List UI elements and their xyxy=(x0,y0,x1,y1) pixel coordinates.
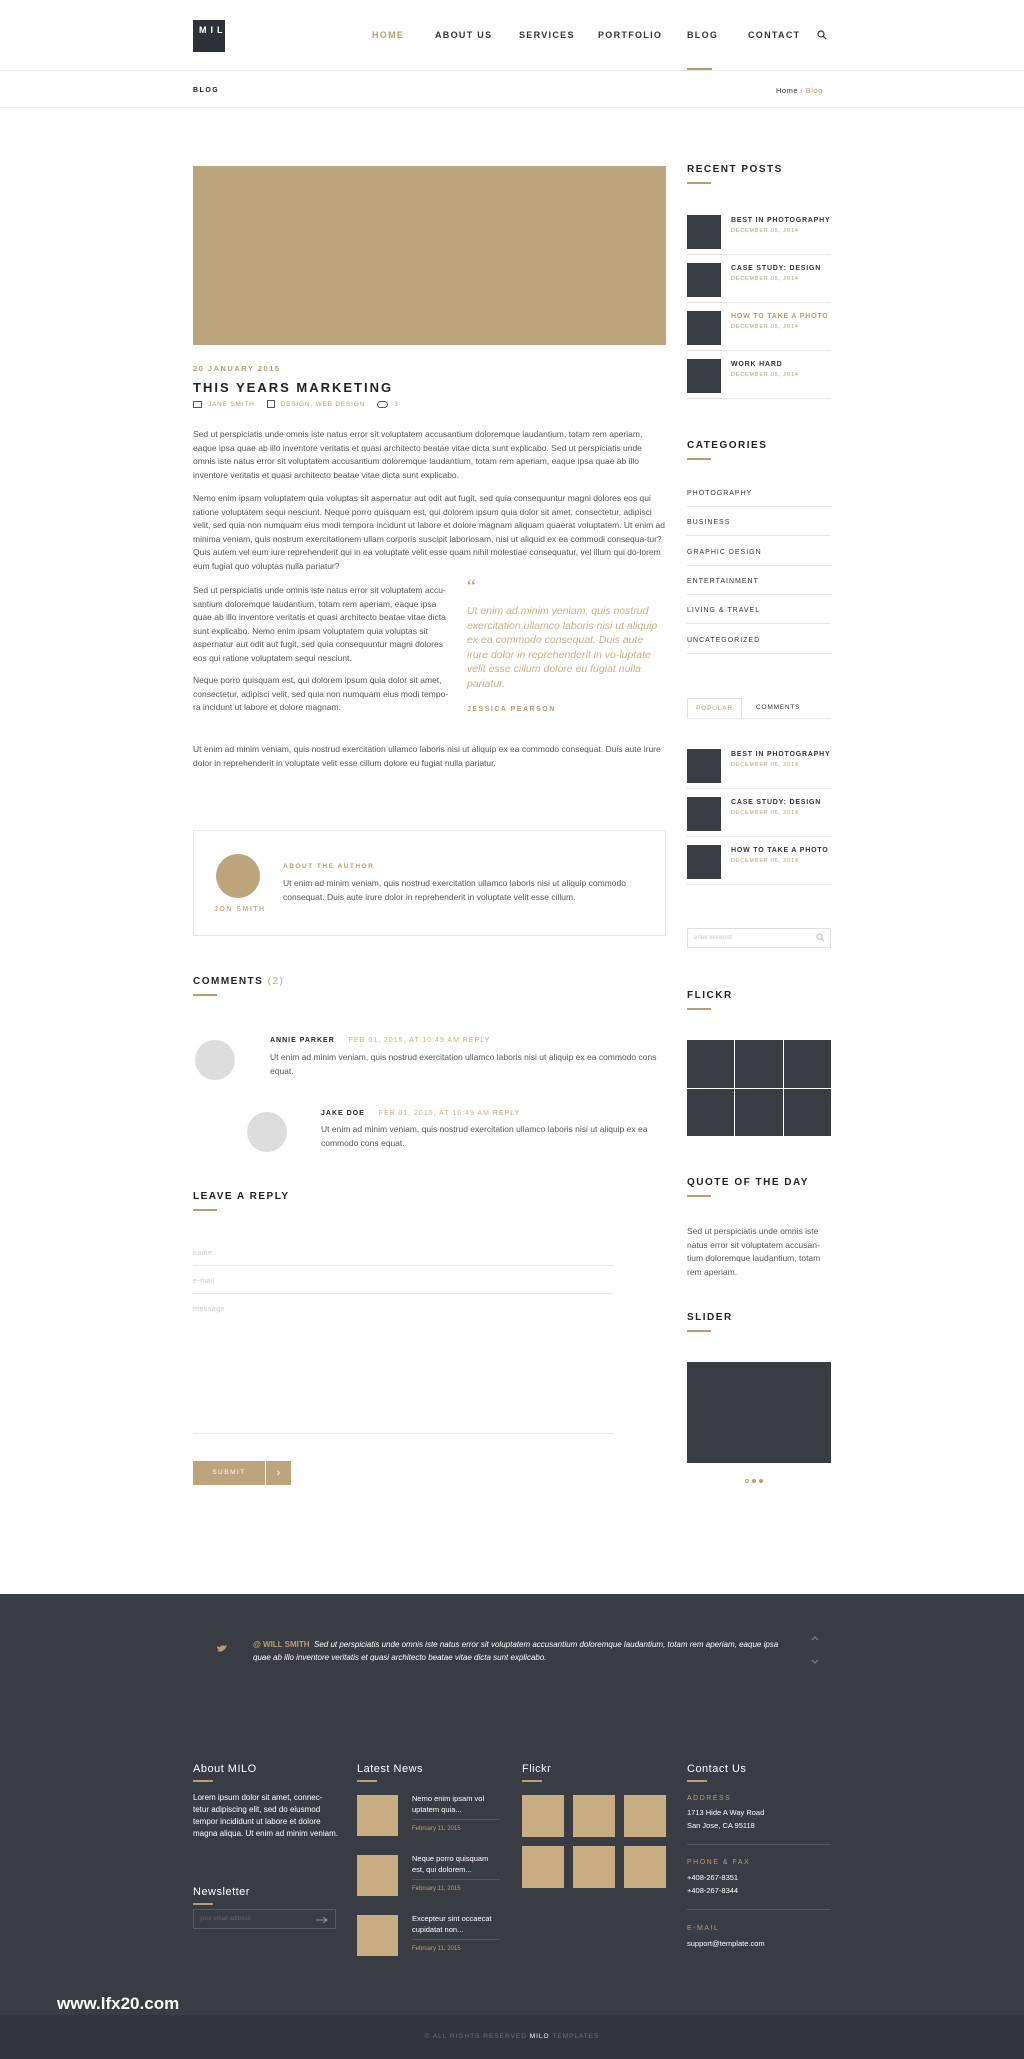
author-icon xyxy=(193,401,202,408)
flickr-photo[interactable] xyxy=(784,1040,831,1088)
footer-flickr-heading: Flickr xyxy=(522,1763,552,1775)
reply-link[interactable]: REPLY xyxy=(492,1110,521,1117)
fax-number: +408-267-8344 xyxy=(687,1886,739,1895)
slider-dots xyxy=(745,1479,763,1483)
author-bio: Ut enim ad minim veniam, quis nostrud exercitation ullamco laboris nisi ut aliquip commodo consequat. Duis aute irure dolor in reprehenderit in voluptate velit esse cillum. xyxy=(283,878,626,902)
flickr-photo[interactable] xyxy=(573,1846,615,1888)
flickr-photo[interactable] xyxy=(687,1040,734,1088)
news-thumb[interactable] xyxy=(357,1855,398,1896)
footer-about-text: Lorem ipsum dolor sit amet, connec-tetur adipiscing elit, sed do eiusmod tempor incididunt ut labore et dolore magna aliqua. Ut enim ad minim veniam. xyxy=(193,1793,338,1838)
author-box xyxy=(193,830,666,936)
message-field[interactable]: message xyxy=(193,1306,613,1434)
comments-heading: COMMENTS (2) xyxy=(193,976,285,987)
post-meta xyxy=(193,400,399,408)
post-title[interactable]: THIS YEARS MARKETING xyxy=(193,380,394,395)
submit-button[interactable] xyxy=(193,1461,291,1485)
tab-comments[interactable]: COMMENTS xyxy=(756,704,801,711)
category-link[interactable]: BUSINESS xyxy=(687,519,731,526)
arrow-right-icon: › xyxy=(265,1461,291,1485)
recent-posts-heading: RECENT POSTS xyxy=(687,164,783,175)
tweet-nav-arrows xyxy=(811,1636,819,1666)
email-label: E-MAIL xyxy=(687,1925,720,1932)
recent-post-thumb[interactable] xyxy=(687,263,721,297)
newsletter-input[interactable]: your email address xyxy=(193,1909,336,1929)
flickr-photo[interactable] xyxy=(735,1089,782,1137)
comment-author: JAKE DOE xyxy=(321,1110,365,1117)
flickr-photo[interactable] xyxy=(784,1089,831,1137)
post-categories[interactable]: DESIGN, WEB DESIGN xyxy=(280,400,366,408)
post-featured-image xyxy=(193,166,666,345)
email-address[interactable]: support@template.com xyxy=(687,1939,765,1948)
comment-meta xyxy=(321,1110,520,1117)
nav-contact[interactable]: CONTACT xyxy=(748,30,801,40)
comment-text: Ut enim ad minim veniam, quis nostrud exercitation ullamco laboris nisi ut aliquip ex ea commodo cons equat. xyxy=(321,1124,648,1148)
blockquote: Ut enim ad minim veniam, quis nostrud exercitation ullamco laboris nisi ut aliquip ex ea commodo consequat. Duis aute irure dolor in reprehenderit in vo-luptate velit esse cillum dolore eu fugiat nulla pariatur. xyxy=(467,605,658,690)
recent-post-title[interactable]: BEST IN PHOTOGRAPHY xyxy=(731,217,831,224)
footer-news-heading: Latest News xyxy=(357,1763,424,1775)
recent-post-title[interactable]: WORK HARD xyxy=(731,361,783,368)
slider-dot[interactable] xyxy=(745,1479,749,1483)
section-underline xyxy=(687,1330,711,1332)
site-header xyxy=(0,0,1024,71)
recent-post-thumb[interactable] xyxy=(687,359,721,393)
breadcrumb-current: Blog xyxy=(805,86,823,95)
nav-portfolio[interactable]: PORTFOLIO xyxy=(598,30,663,40)
section-underline xyxy=(687,1195,711,1197)
post-paragraph: Nemo enim ipsam voluptatem quia voluptas sit aspernatur aut odit aut fugit, sed quia consequuntur magni dolores eos qui ratione voluptatem sequi nesciunt. Neque porro quisquam est, qui dolorem ipsum quia dolor sit amet, consectetur, adipisci velit, sed quia non numquam eius modi tempora incidunt ut labore et dolore magnam aliquam quaerat voluptatem. Ut enim ad minima veniam, quis nostrum exercitationem ullam corporis suscipit laboriosam, nisi ut aliquid ex ea commodi consequa-tur? Quis autem vel eum iure reprehenderit qui in ea voluptate velit esse quam nihil molestiae consequatur, vel illum qui do-lorem eum fugiat quo voluptas nulla pariatur? xyxy=(193,493,666,571)
post-comment-count[interactable]: 3 xyxy=(394,400,399,408)
section-underline xyxy=(687,1008,711,1010)
search-icon[interactable] xyxy=(816,933,825,942)
news-thumb[interactable] xyxy=(357,1795,398,1836)
footer-about-heading: About MILO xyxy=(193,1763,257,1775)
copyright-text: © ALL RIGHTS RESERVED MILO TEMPLATES xyxy=(424,2033,600,2040)
comment-icon xyxy=(377,401,388,408)
flickr-photo[interactable] xyxy=(624,1795,666,1837)
category-link[interactable]: ENTERTAINMENT xyxy=(687,578,759,585)
breadcrumb: Home / Blog xyxy=(776,86,823,95)
avatar xyxy=(195,1040,235,1080)
category-link[interactable]: GRAPHIC DESIGN xyxy=(687,549,762,556)
tweet-handle[interactable]: @ WILL SMITH xyxy=(253,1640,310,1649)
recent-post-title[interactable]: HOW TO TAKE A PHOTO xyxy=(731,313,829,320)
recent-post-date: DECEMBER 05, 2014 xyxy=(731,324,799,330)
news-date: February 11, 2015 xyxy=(412,1826,461,1832)
popular-post-title[interactable]: HOW TO TAKE A PHOTO xyxy=(731,847,829,854)
avatar xyxy=(247,1112,287,1152)
chevron-down-icon[interactable] xyxy=(812,1660,818,1663)
comment-meta xyxy=(270,1037,490,1044)
author-box-heading: ABOUT THE AUTHOR xyxy=(283,863,375,870)
category-link[interactable]: PHOTOGRAPHY xyxy=(687,490,753,497)
tweet-text: Sed ut perspiciatis unde omnis iste natus error sit voluptatem accusantium doloremque laudantium, totam rem aperiam, eaque ipsa quae ab illo inventore veritatis et quasi architecto beatae vitae dicta sunt explicabo. xyxy=(253,1640,779,1662)
news-thumb[interactable] xyxy=(357,1915,398,1956)
post-paragraph: Sed ut perspiciatis unde omnis iste natus error sit voluptatem accu-santium doloremque laudantium, totam rem aperiam, eaque ipsa quae ab illo inventore veritatis et quasi architecto beatae vitae dicta sunt explicabo. Nemo enim ipsam voluptatem quia voluptas sit aspernatur aut odit aut fugit, sed quia consequuntur magni dolores eos qui ratione voluptatem sequi nesciunt. xyxy=(193,585,446,663)
twitter-icon[interactable] xyxy=(216,1644,228,1654)
recent-post-date: DECEMBER 05, 2014 xyxy=(731,276,799,282)
recent-post-date: DECEMBER 05, 2014 xyxy=(731,372,799,378)
sidebar-search-input[interactable]: enter keyword xyxy=(687,928,831,948)
address-line-2: San Jose, CA 95118 xyxy=(687,1821,755,1830)
phone-number: +408-267-8351 xyxy=(687,1873,739,1882)
post-author[interactable]: JANE SMITH xyxy=(208,400,255,408)
recent-post-date: DECEMBER 05, 2014 xyxy=(731,228,799,234)
news-title[interactable]: Nemo enim ipsam vol uptatem quia... xyxy=(412,1794,485,1814)
post-paragraph: Sed ut perspiciatis unde omnis iste natus error sit voluptatem accusantium doloremque laudantium, totam rem aperiam, eaque ipsa quae ab illo inventore veritatis et quasi architecto beatae vitae dicta sunt explicabo. Sed ut perspiciatis unde omnis iste natus error sit voluptatem accusantium doloremque laudantium, totam rem aperiam, eaque ipsa quae ab illo inventore veritatis et quasi architecto beatae vitae dicta sunt explicabo. xyxy=(193,429,643,480)
comments-count: (2) xyxy=(267,976,285,987)
email-field[interactable]: e-mail xyxy=(193,1278,613,1294)
site-footer xyxy=(0,1594,1024,2015)
news-title[interactable]: Neque porro quisquam est, qui dolorem... xyxy=(412,1854,489,1874)
recent-post-thumb[interactable] xyxy=(687,215,721,249)
address-line-1: 1713 Hide A Way Road xyxy=(687,1808,765,1817)
flickr-photo[interactable] xyxy=(624,1846,666,1888)
popular-post-title[interactable]: BEST IN PHOTOGRAPHY xyxy=(731,751,831,758)
author-name: JON SMITH xyxy=(214,906,266,913)
news-date: February 11, 2015 xyxy=(412,1886,461,1892)
section-underline xyxy=(687,458,711,460)
newsletter-heading: Newsletter xyxy=(193,1886,250,1898)
post-date: 20 JANUARY 2015 xyxy=(193,364,281,373)
section-underline xyxy=(193,994,217,996)
nav-about-us[interactable]: ABOUT US xyxy=(435,30,493,40)
section-underline xyxy=(687,182,711,184)
phone-label: PHONE & FAX xyxy=(687,1859,751,1866)
copyright-bar xyxy=(0,2015,1024,2059)
popular-post-date: DECEMBER 05, 2014 xyxy=(731,858,799,864)
category-link[interactable]: UNCATEGORIZED xyxy=(687,637,761,644)
category-link[interactable]: LIVING & TRAVEL xyxy=(687,607,761,614)
page-title: BLOG xyxy=(193,87,220,94)
slider-dot[interactable] xyxy=(752,1479,756,1483)
nav-blog[interactable]: BLOG xyxy=(687,30,719,40)
flickr-photo[interactable] xyxy=(522,1795,564,1837)
popular-post-thumb[interactable] xyxy=(687,749,721,783)
categories-heading: CATEGORIES xyxy=(687,440,768,451)
nav-services[interactable]: SERVICES xyxy=(519,30,575,40)
comment-date: FEB 01, 2015, AT 10:49 AM xyxy=(348,1037,460,1044)
leave-reply-heading: LEAVE A REPLY xyxy=(193,1191,290,1202)
comment-date: FEB 01, 2015, AT 10:49 AM xyxy=(378,1110,490,1117)
breadcrumb-home[interactable]: Home xyxy=(776,86,799,95)
recent-post-thumb[interactable] xyxy=(687,311,721,345)
post-paragraph: Neque porro quisquam est, qui dolorem ipsum quia dolor sit amet, consectetur, adipisci velit, sed quia non numquam eius modi tempo-ra incidunt ut labore et dolore magnam. xyxy=(193,675,449,712)
name-field[interactable]: name xyxy=(193,1250,613,1266)
nav-active-indicator xyxy=(687,68,712,70)
quote-of-the-day-text: Sed ut perspiciatis unde omnis iste natus error sit voluptatem accusan-tium doloremque laudantium, totam rem aperiam. xyxy=(687,1226,821,1277)
tweet xyxy=(253,1638,793,1664)
submit-label: SUBMIT xyxy=(212,1469,246,1476)
arrow-right-icon[interactable] xyxy=(316,1916,328,1924)
flickr-gallery xyxy=(687,1040,831,1136)
popular-post-title[interactable]: CASE STUDY: DESIGN xyxy=(731,799,822,806)
folder-icon xyxy=(267,400,275,408)
slider-dot[interactable] xyxy=(759,1479,763,1483)
reply-link[interactable]: REPLY xyxy=(462,1037,491,1044)
slider-heading: SLIDER xyxy=(687,1312,733,1323)
footer-contact-heading: Contact Us xyxy=(687,1763,747,1775)
tab-popular[interactable]: POPULAR xyxy=(687,698,742,718)
flickr-photo[interactable] xyxy=(522,1846,564,1888)
popular-post-thumb[interactable] xyxy=(687,797,721,831)
recent-post-title[interactable]: CASE STUDY: DESIGN xyxy=(731,265,822,272)
quote-of-the-day-heading: QUOTE OF THE DAY xyxy=(687,1177,809,1188)
author-avatar xyxy=(216,854,260,898)
news-title[interactable]: Excepteur sint occaecat cupidatat non... xyxy=(412,1914,492,1934)
nav-home[interactable]: HOME xyxy=(372,30,405,40)
popular-post-thumb[interactable] xyxy=(687,845,721,879)
search-icon[interactable] xyxy=(817,30,827,40)
chevron-up-icon[interactable] xyxy=(812,1637,818,1640)
popular-post-date: DECEMBER 05, 2014 xyxy=(731,810,799,816)
flickr-heading: FLICKR xyxy=(687,990,733,1001)
watermark: www.lfx20.com xyxy=(57,1994,180,2013)
comment-author: ANNIE PARKER xyxy=(270,1037,335,1044)
flickr-photo[interactable] xyxy=(735,1040,782,1088)
quote-mark-icon: “ xyxy=(467,576,476,598)
popular-post-date: DECEMBER 05, 2014 xyxy=(731,762,799,768)
address-label: ADDRESS xyxy=(687,1795,732,1802)
section-underline xyxy=(193,1209,217,1211)
logo[interactable]: MILO xyxy=(193,20,225,52)
flickr-photo[interactable] xyxy=(687,1089,734,1137)
breadcrumb-bar xyxy=(0,72,1024,108)
flickr-photo[interactable] xyxy=(573,1795,615,1837)
news-date: February 11, 2015 xyxy=(412,1946,461,1952)
post-paragraph: Ut enim ad minim veniam, quis nostrud exercitation ullamco laboris nisi ut aliquip ex ea commodo consequat. Duis aute irure dolor in reprehenderit in voluptate velit esse cillum dolore eu fugiat nulla pariatur. xyxy=(193,744,661,768)
slider-image[interactable] xyxy=(687,1362,831,1463)
comment-text: Ut enim ad minim veniam, quis nostrud exercitation ullamco laboris nisi ut aliquip ex ea commodo cons equat. xyxy=(270,1052,657,1076)
footer-flickr-gallery xyxy=(522,1795,667,1888)
quote-author: JESSICA PEARSON xyxy=(467,706,556,713)
